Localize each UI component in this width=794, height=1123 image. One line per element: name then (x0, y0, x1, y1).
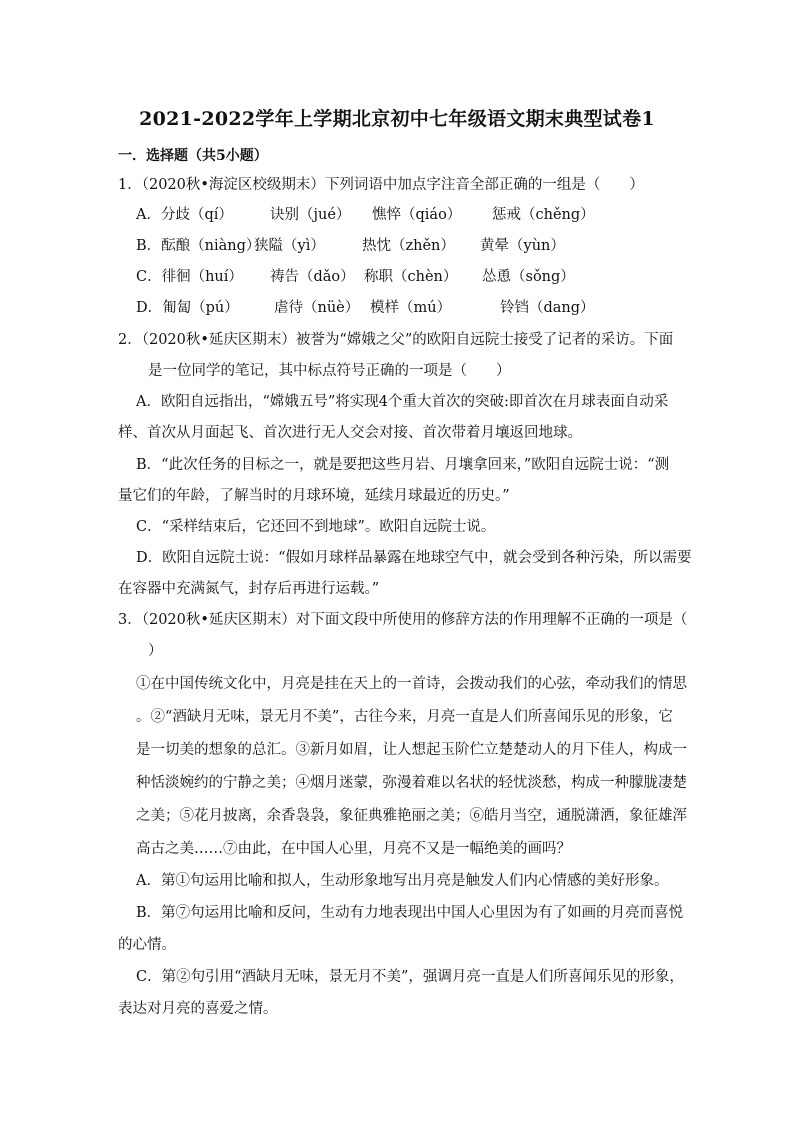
passage-line-6: 高古之美……⑦由此，在中国人心里，月亮不又是一幅绝美的画吗？ (136, 841, 571, 857)
option-a-word-3: 憔悴（qiáo） (372, 207, 462, 223)
passage-line-4: 种恬淡婉约的宁静之美；④烟月迷蒙，弥漫着难以名状的轻忧淡愁，构成一种朦胧凄楚 (136, 775, 687, 791)
question-2-option-d-line-1: D．欧阳自远院士说：“假如月球样品暴露在地球空气中，就会受到各种污染，所以需要 (136, 550, 692, 566)
question-1-stem: 1．（2020秋•海淀区校级期末）下列词语中加点字注音全部正确的一组是（ ） (118, 177, 644, 193)
option-b-word-3: 热忱（zhěn） (362, 238, 455, 254)
option-c-word-2: 祷告（dǎo） (270, 269, 355, 285)
question-2-stem-line-2: 是一位同学的笔记，其中标点符号正确的一项是（ ） (148, 363, 511, 379)
option-c-word-3: 称职（chèn） (364, 269, 458, 285)
question-2-stem-line-1: 2．（2020秋•延庆区期末）被誉为“嫦娥之父”的欧阳自远院士接受了记者的采访。下面 (118, 332, 674, 348)
question-2-option-b-line-2: 量它们的年龄，了解当时的月球环境，延续月球最近的历史。” (118, 488, 510, 504)
question-3-stem-line-1: 3．（2020秋•延庆区期末）对下面文段中所使用的修辞方法的作用理解不正确的一项是（ (118, 612, 688, 628)
question-3-stem-line-2: ） (148, 643, 163, 659)
option-d-word-4: 铃铛（dang） (500, 300, 595, 316)
question-1-option-d (136, 293, 736, 324)
passage-line-3: 是一切美的想象的总汇。③新月如眉，让人想起玉阶伫立楚楚动人的月下佳人，构成一 (136, 742, 687, 758)
question-1-option-c (136, 262, 736, 293)
question-2-option-a-line-2: 样、首次从月面起飞、首次进行无人交会对接、首次带着月壤返回地球。 (118, 425, 582, 441)
option-d-word-2: 虐待（nüè） (274, 300, 360, 316)
question-3-option-b-line-2: 的心情。 (118, 937, 176, 953)
option-b-word-2: 狭隘（yì） (254, 238, 325, 254)
question-3-option-c-line-1: C．第②句引用“酒缺月无味，景无月不美”，强调月亮一直是人们所喜闻乐见的形象， (136, 969, 684, 985)
question-3-option-c-line-2: 表达对月亮的喜爱之情。 (118, 1001, 278, 1017)
question-2-option-c: C．“采样结束后，它还回不到地球”。欧阳自远院士说。 (136, 519, 496, 535)
option-d-word-1: D．匍匐（pú） (136, 300, 239, 316)
question-2-option-d-line-2: 在容器中充满氮气，封存后再进行运载。” (118, 581, 380, 597)
option-b-word-1: B．酝酿（niàng） (136, 238, 261, 254)
question-3-option-b-line-1: B．第⑦句运用比喻和反问，生动有力地表现出中国人心里因为有了如画的月亮而喜悦 (136, 905, 684, 921)
option-c-word-4: 怂恿（sǒng） (482, 269, 575, 285)
question-2-option-b-line-1: B．“此次任务的目标之一，就是要把这些月岩、月壤拿回来，”欧阳自远院士说：“测 (136, 457, 670, 473)
section-heading: 一．选择题（共5小题） (118, 148, 268, 164)
option-b-word-4: 黄晕（yùn） (480, 238, 565, 254)
passage-line-5: 之美；⑤花月披离，余香袅袅，象征典雅艳丽之美；⑥皓月当空，通脱潇洒，象征雄浑 (136, 808, 687, 824)
question-3-option-a: A．第①句运用比喻和拟人，生动形象地写出月亮是触发人们内心情感的美好形象。 (136, 873, 669, 889)
passage-line-2: 。②“酒缺月无味，景无月不美”，古往今来，月亮一直是人们所喜闻乐见的形象，它 (136, 709, 673, 725)
option-a-word-2: 诀别（jué） (270, 207, 351, 223)
option-a-word-1: A．分歧（qí） (136, 207, 233, 223)
question-1-option-a (136, 200, 736, 231)
passage-line-1: ①在中国传统文化中，月亮是挂在天上的一首诗，会拨动我们的心弦，牵动我们的情思 (136, 676, 687, 692)
option-a-word-4: 惩戒（chěng） (492, 207, 595, 223)
option-c-word-1: C．徘徊（huí） (136, 269, 243, 285)
question-2-option-a-line-1: A．欧阳自远指出，“嫦娥五号”将实现4个重大首次的突破:即首次在月球表面自动采 (136, 394, 669, 410)
question-1-option-b (136, 231, 736, 262)
page-title: 2021-2022学年上学期北京初中七年级语文期末典型试卷1 (139, 108, 655, 130)
option-d-word-3: 模样（mú） (370, 300, 452, 316)
